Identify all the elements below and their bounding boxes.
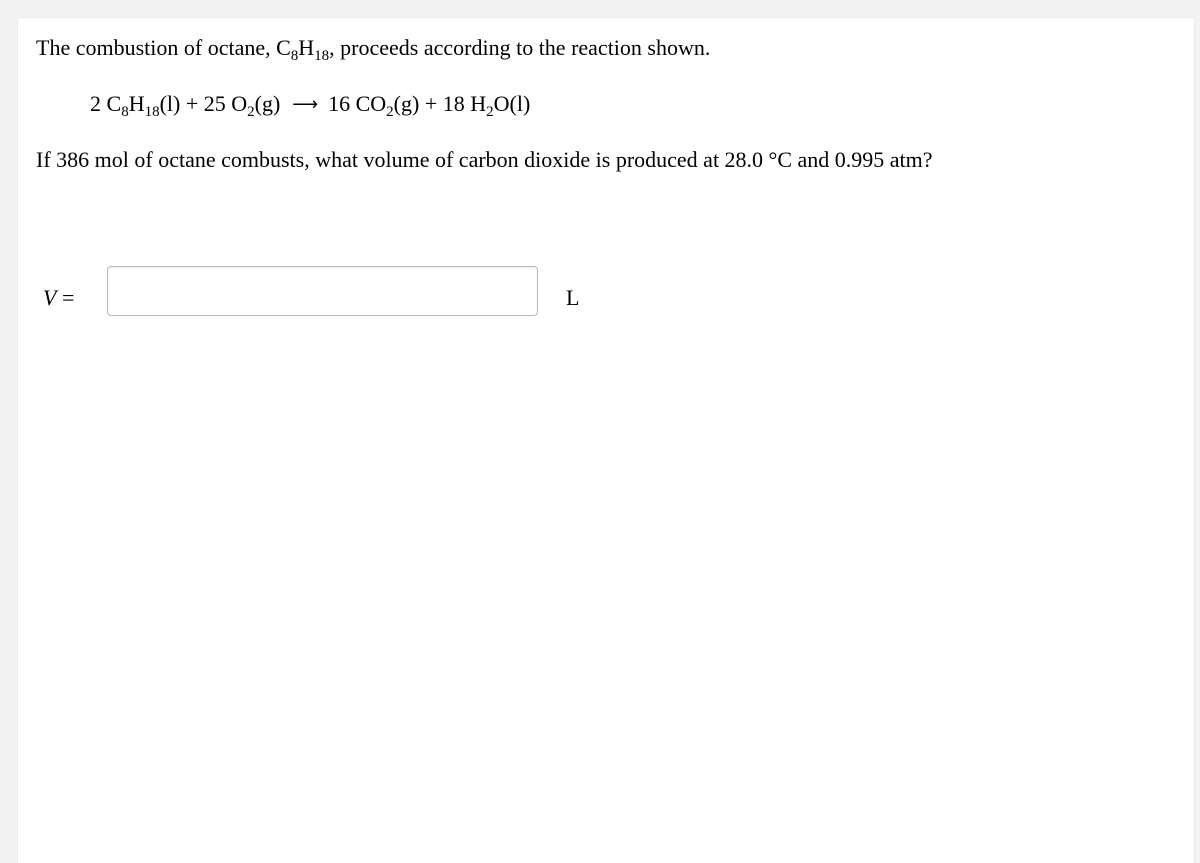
eq-sub: 18: [144, 104, 160, 120]
eq-sub: 2: [386, 104, 394, 120]
intro-sub-8: 8: [290, 48, 299, 64]
eq-sub: 8: [121, 104, 129, 120]
eq-part: (g): [254, 91, 281, 116]
eq-part: 16 CO: [328, 91, 387, 116]
eq-part: 2 C: [90, 91, 122, 116]
intro-after: , proceeds according to the reaction shown.: [329, 35, 711, 60]
intro-h: H: [298, 35, 315, 60]
eq-sub: 2: [486, 104, 494, 120]
intro-before: The combustion of octane, C: [36, 35, 291, 60]
eq-part: O(l): [493, 91, 531, 116]
eq-sub: 2: [247, 104, 255, 120]
equals-sign: =: [56, 285, 75, 310]
eq-part: (l) + 25 O: [159, 91, 248, 116]
intro-sub-18: 18: [314, 48, 330, 64]
variable-symbol: V: [43, 285, 57, 310]
question-text: If 386 mol of octane combusts, what volume of carbon dioxide is produced at 28.0 °C and 0.995 atm?: [36, 147, 933, 172]
volume-answer-input[interactable]: [107, 266, 538, 316]
reaction-arrow-icon: ⟶: [292, 94, 319, 115]
reaction-equation: [90, 89, 530, 121]
unit-label: L: [566, 285, 580, 310]
eq-part: (g) + 18 H: [393, 91, 487, 116]
intro-text: [36, 33, 710, 63]
eq-part: H: [128, 91, 145, 116]
answer-variable-label: [43, 284, 74, 312]
